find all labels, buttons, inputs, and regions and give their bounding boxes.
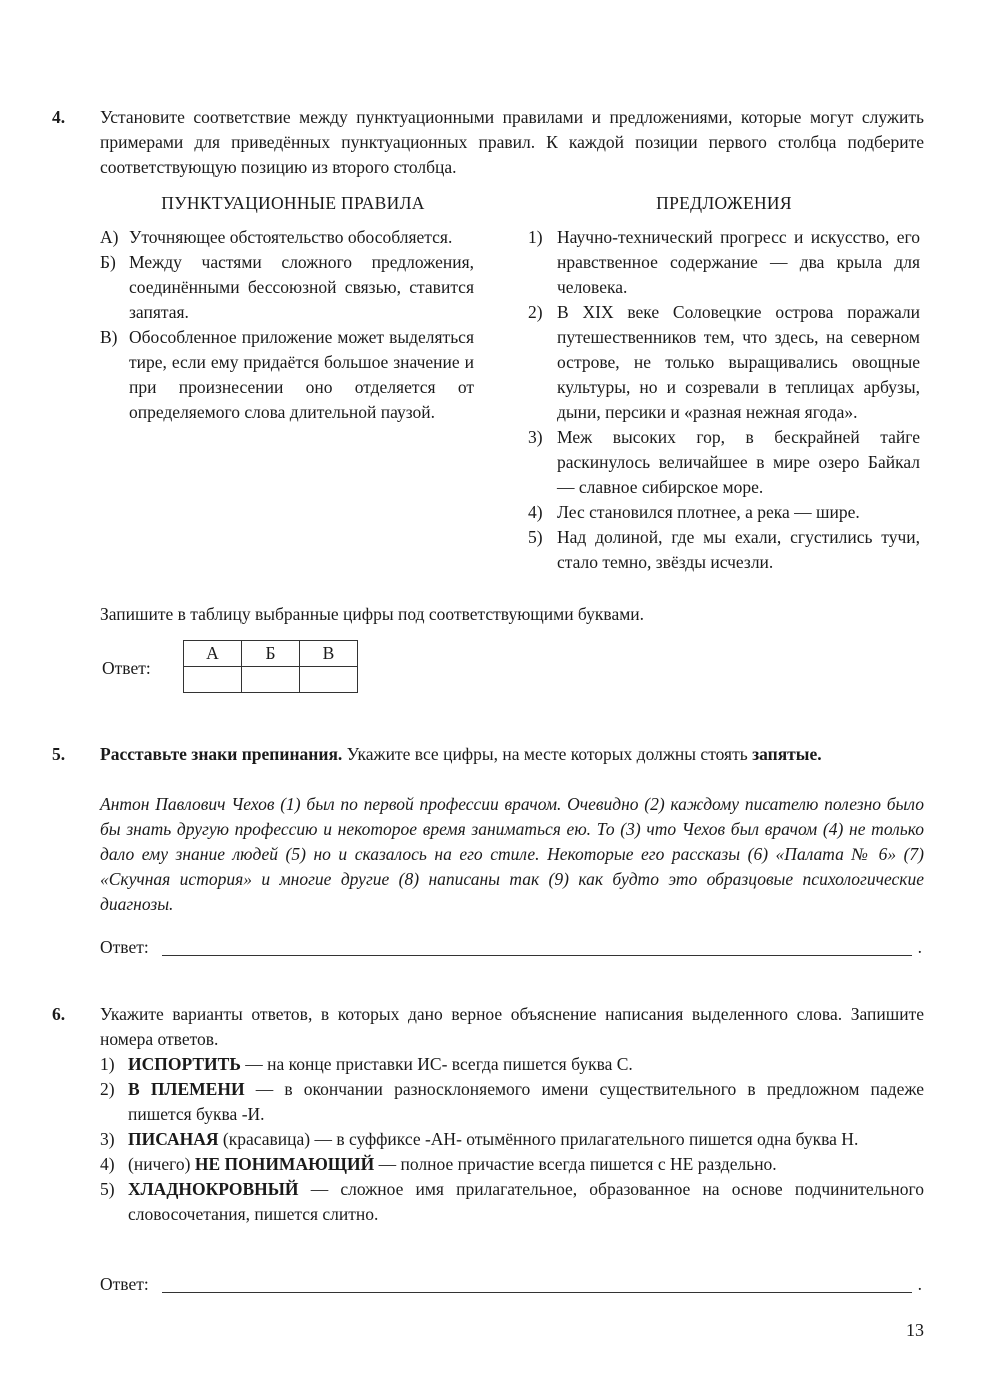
answer-row	[100, 935, 924, 965]
rule-marker: В)	[100, 327, 118, 347]
option-word: НЕ ПОНИМАЮЩИЙ	[194, 1154, 375, 1174]
sentence-text: Меж высоких гор, в бескрайней тайге раскинулось величайшее в мире озеро Байкал — славное сибирское море.	[557, 427, 920, 497]
option-marker: 1)	[100, 1054, 115, 1074]
sentence-marker: 1)	[528, 227, 543, 247]
option-word: ИСПОРТИТЬ	[128, 1054, 241, 1074]
sentence-marker: 2)	[528, 302, 543, 322]
option-word: В ПЛЕМЕНИ	[128, 1079, 245, 1099]
answer-label: Ответ:	[100, 1274, 149, 1294]
task-intro: Укажите варианты ответов, в которых дано верное объяснение написания выделенного слова. Запишите номера ответов.	[100, 1004, 924, 1049]
option-marker: 4)	[100, 1154, 115, 1174]
sentences-column-header: ПРЕДЛОЖЕНИЯ	[656, 193, 792, 213]
rule-marker: Б)	[100, 252, 116, 272]
task-title-rest: Укажите все цифры, на месте которых должны стоять	[342, 744, 753, 764]
answer-cell-v[interactable]	[300, 667, 358, 693]
answer-table	[183, 640, 358, 693]
option-item	[100, 1177, 924, 1227]
task-number: 6.	[52, 1004, 66, 1024]
answer-line[interactable]	[162, 955, 912, 956]
rule-text: Между частями сложного предложения, соединёнными бессоюзной связью, ставится запятая.	[129, 252, 474, 322]
sentences-list	[528, 225, 920, 575]
task-intro: Установите соответствие между пунктуационными правилами и предложениями, которые могут служить примерами для приведённых пунктуационных правил. К каждой позиции первого столбца подберите соответствующую позицию из второго столбца.	[100, 107, 924, 177]
option-explanation: — на конце приставки ИС- всегда пишется буква С.	[240, 1054, 633, 1074]
task-number: 5.	[52, 744, 66, 764]
sentence-marker: 3)	[528, 427, 543, 447]
answer-table-header: А	[184, 641, 242, 667]
table-instruction: Запишите в таблицу выбранные цифры под соответствующими буквами.	[100, 604, 645, 624]
task-text: Антон Павлович Чехов (1) был по первой профессии врачом. Очевидно (2) каждому писателю полезно было бы знать другую профессию и некоторое время заниматься ею. То (3) что Чехов был врачом (4) не только дало ему знание людей (5) но и сказалось на его стиле. Некоторые его рассказы (6) «Палата № 6» (7) «Скучная история» и многие другие (8) написаны так (9) как будто это образцовые психологические диагнозы.	[100, 794, 924, 914]
sentence-item	[528, 500, 920, 525]
task-number: 4.	[52, 107, 66, 127]
options-list	[100, 1052, 924, 1227]
option-explanation: — сложное имя прилагательное, образованное на основе подчинительного словосочетания, пишется слитно.	[128, 1179, 924, 1224]
task-title	[100, 742, 924, 767]
task-title-bold: Расставьте знаки препинания.	[100, 744, 343, 764]
option-item	[100, 1077, 924, 1127]
option-item	[100, 1127, 924, 1152]
rule-item	[100, 325, 474, 425]
option-pre: (ничего)	[128, 1154, 195, 1174]
rule-marker: А)	[100, 227, 119, 247]
rule-text: Обособленное приложение может выделяться тире, если ему придаётся большое значение и при произнесении оно отделяется от определяемого слова длительной паузой.	[129, 327, 474, 422]
answer-row	[100, 1272, 924, 1302]
rule-text: Уточняющее обстоятельство обособляется.	[129, 227, 453, 247]
answer-table-row	[100, 640, 924, 696]
rules-list	[100, 225, 474, 425]
sentence-marker: 4)	[528, 502, 543, 522]
answer-table-header: В	[300, 641, 358, 667]
rules-column-header: ПУНКТУАЦИОННЫЕ ПРАВИЛА	[161, 193, 425, 213]
sentence-text: Над долиной, где мы ехали, сгустились тучи, стало темно, звёзды исчезли.	[557, 527, 920, 572]
option-explanation: — полное причастие всегда пишется с НЕ раздельно.	[374, 1154, 777, 1174]
option-word: ПИСАНАЯ	[128, 1129, 219, 1149]
sentence-text: Научно-технический прогресс и искусство, его нравственное содержание — два крыла для человека.	[557, 227, 920, 297]
option-item	[100, 1152, 924, 1177]
rule-item	[100, 225, 474, 250]
rule-item	[100, 250, 474, 325]
sentence-item	[528, 425, 920, 500]
option-marker: 3)	[100, 1129, 115, 1149]
sentence-item	[528, 525, 920, 575]
answer-table-header: Б	[242, 641, 300, 667]
page-number: 13	[906, 1320, 924, 1340]
option-marker: 2)	[100, 1079, 115, 1099]
answer-end-dot: .	[917, 937, 922, 957]
sentence-text: Лес становился плотнее, а река — шире.	[557, 502, 860, 522]
option-word: ХЛАДНОКРОВНЫЙ	[128, 1179, 299, 1199]
option-explanation: — в окончании разносклоняемого имени существительного в предложном падеже пишется буква -И.	[128, 1079, 924, 1124]
sentence-item	[528, 225, 920, 300]
option-explanation: (красавица) — в суффиксе -АН- отымённого прилагательного пишется одна буква Н.	[218, 1129, 859, 1149]
answer-end-dot: .	[917, 1274, 922, 1294]
answer-cell-a[interactable]	[184, 667, 242, 693]
option-item	[100, 1052, 924, 1077]
answer-label: Ответ:	[100, 937, 149, 957]
answer-line[interactable]	[162, 1292, 912, 1293]
sentence-item	[528, 300, 920, 425]
option-marker: 5)	[100, 1179, 115, 1199]
answer-cell-b[interactable]	[242, 667, 300, 693]
answer-label: Ответ:	[102, 658, 151, 678]
sentence-text: В XIX веке Соловецкие острова поражали путешественников тем, что здесь, на северном острове, не только выращивались овощные культуры, но и созревали в теплицах арбузы, дыни, персики и «разная нежная ягода».	[557, 302, 920, 422]
sentence-marker: 5)	[528, 527, 543, 547]
task-title-bold-end: запятые.	[752, 744, 822, 764]
